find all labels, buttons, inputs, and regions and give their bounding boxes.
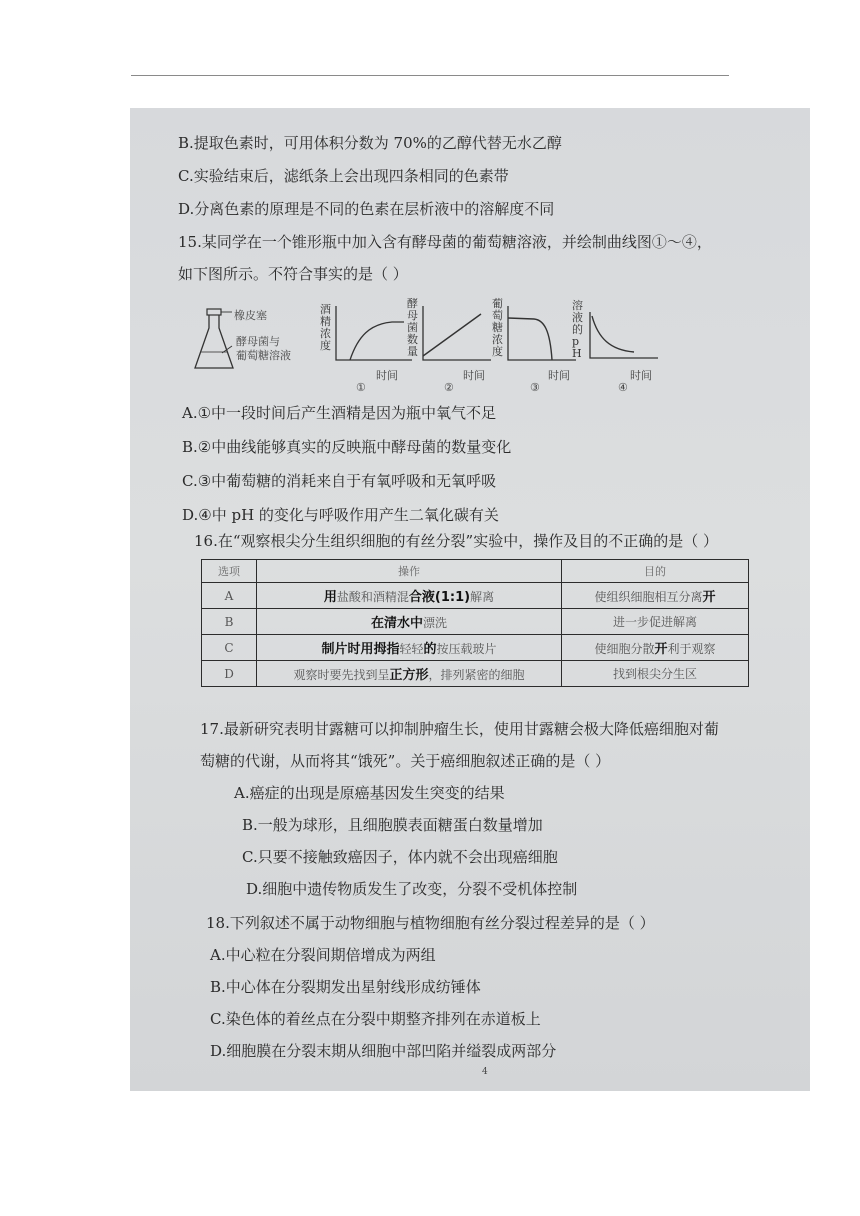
row-operation: 观察时要先找到呈正方形，排列紧密的细胞: [257, 661, 562, 687]
q14-option-c: C.实验结束后，滤纸条上会出现四条相同的色素带: [178, 167, 509, 185]
q15-option-b: B.②中曲线能够真实的反映瓶中酵母菌的数量变化: [182, 438, 512, 456]
table-row: [202, 661, 749, 687]
q18-option-a: A.中心粒在分裂间期倍增成为两组: [210, 946, 436, 964]
graph3-ylabel: 葡萄糖浓度: [492, 297, 503, 358]
header-rule: [131, 75, 729, 76]
row-option: C: [202, 635, 257, 661]
row-option: A: [202, 583, 257, 609]
graph2-ylabel: 酵母菌数量: [407, 297, 418, 358]
row-operation: 在清水中漂洗: [257, 609, 562, 635]
flask-stopper-label: 橡皮塞: [234, 309, 267, 322]
graph2-number: ②: [444, 381, 454, 394]
row-purpose: 找到根尖分生区: [562, 661, 749, 687]
q15-stem-line2: 如下图所示。不符合事实的是（ ）: [178, 265, 408, 283]
row-operation: 制片时用拇指轻轻的按压载玻片: [257, 635, 562, 661]
graph1-ylabel: 酒精浓度: [320, 303, 331, 352]
graph3-glucose-curve: [506, 306, 578, 364]
graph2-xlabel: 时间: [463, 369, 485, 382]
q15-option-c: C.③中葡萄糖的消耗来自于有氧呼吸和无氧呼吸: [182, 472, 497, 490]
graph4-number: ④: [618, 381, 628, 394]
row-option: D: [202, 661, 257, 687]
graph3-xlabel: 时间: [548, 369, 570, 382]
flask-solution-label-2: 葡萄糖溶液: [236, 349, 291, 362]
q17-option-c: C.只要不接触致癌因子，体内就不会出现癌细胞: [242, 848, 558, 866]
q18-stem: 18.下列叙述不属于动物细胞与植物细胞有丝分裂过程差异的是（ ）: [206, 914, 655, 932]
graph1-xlabel: 时间: [376, 369, 398, 382]
graph3-number: ③: [530, 381, 540, 394]
graph4-ylabel: 溶液的pH: [572, 299, 583, 360]
q16-stem: 16.在“观察根尖分生组织细胞的有丝分裂”实验中，操作及目的不正确的是（ ）: [194, 532, 718, 550]
q17-option-a: A.癌症的出现是原癌基因发生突变的结果: [234, 784, 505, 802]
q16-table: [201, 559, 749, 687]
row-purpose: 进一步促进解离: [562, 609, 749, 635]
header-purpose: 目的: [562, 560, 749, 583]
graph1-alcohol-curve: [334, 306, 414, 364]
q14-option-d: D.分离色素的原理是不同的色素在层析液中的溶解度不同: [178, 200, 555, 218]
row-option: B: [202, 609, 257, 635]
page-number: 4: [482, 1067, 488, 1077]
q17-stem-line2: 萄糖的代谢，从而将其“饿死”。关于癌细胞叙述正确的是（ ）: [200, 752, 611, 770]
q15-option-d: D.④中 pH 的变化与呼吸作用产生二氧化碳有关: [182, 506, 499, 524]
q17-option-b: B.一般为球形，且细胞膜表面糖蛋白数量增加: [242, 816, 543, 834]
q18-option-b: B.中心体在分裂期发出星射线形成纺锤体: [210, 978, 481, 996]
q16-table-header: [202, 560, 749, 583]
scanned-page-photo: [130, 108, 810, 1091]
graph4-ph-curve: [588, 312, 660, 362]
header-option: 选项: [202, 560, 257, 583]
q15-option-a: A.①中一段时间后产生酒精是因为瓶中氧气不足: [182, 404, 497, 422]
row-purpose: 使细胞分散开利于观察: [562, 635, 749, 661]
table-row: [202, 609, 749, 635]
q18-option-c: C.染色体的着丝点在分裂中期整齐排列在赤道板上: [210, 1010, 541, 1028]
flask-solution-label-1: 酵母菌与: [236, 335, 280, 348]
graph4-xlabel: 时间: [630, 369, 652, 382]
q15-stem-line1: 15.某同学在一个锥形瓶中加入含有酵母菌的葡萄糖溶液，并绘制曲线图①～④，: [178, 233, 712, 251]
graph2-yeast-line: [421, 306, 493, 364]
row-purpose: 使组织细胞相互分离开: [562, 583, 749, 609]
row-operation: 用盐酸和酒精混合液(1:1)解离: [257, 583, 562, 609]
header-operation: 操作: [257, 560, 562, 583]
q17-option-d: D.细胞中遗传物质发生了改变，分裂不受机体控制: [246, 880, 578, 898]
q17-stem-line1: 17.最新研究表明甘露糖可以抑制肿瘤生长，使用甘露糖会极大降低癌细胞对葡: [200, 720, 719, 738]
graph1-number: ①: [356, 381, 366, 394]
q14-option-b: B.提取色素时，可用体积分数为 70%的乙醇代替无水乙醇: [178, 134, 562, 152]
table-row: [202, 583, 749, 609]
table-row: [202, 635, 749, 661]
q18-option-d: D.细胞膜在分裂末期从细胞中部凹陷并缢裂成两部分: [210, 1042, 557, 1060]
